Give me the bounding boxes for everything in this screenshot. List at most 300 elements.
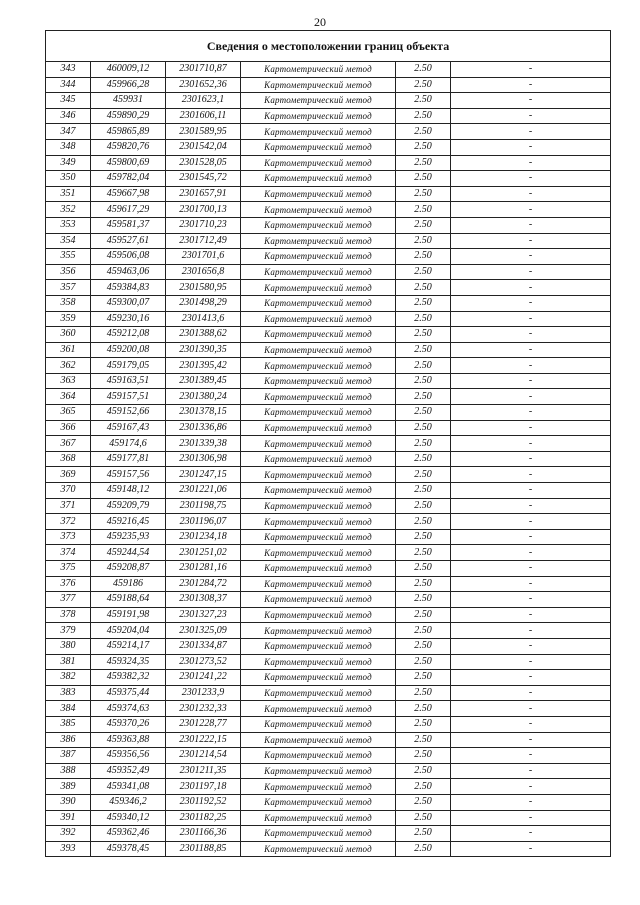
point-number-cell: 375	[46, 561, 91, 577]
method-cell: Картометрический метод	[241, 685, 396, 701]
y-coordinate-cell: 2301498,29	[166, 295, 241, 311]
accuracy-cell: 2.50	[396, 763, 451, 779]
description-cell: -	[451, 576, 611, 592]
table-row	[46, 108, 611, 124]
y-coordinate-cell: 2301196,07	[166, 514, 241, 530]
accuracy-cell: 2.50	[396, 186, 451, 202]
table-row	[46, 358, 611, 374]
table-row	[46, 514, 611, 530]
x-coordinate-cell: 459890,29	[91, 108, 166, 124]
y-coordinate-cell: 2301188,85	[166, 841, 241, 857]
accuracy-cell: 2.50	[396, 670, 451, 686]
point-number-cell: 374	[46, 545, 91, 561]
method-cell: Картометрический метод	[241, 607, 396, 623]
table-row	[46, 826, 611, 842]
table-row	[46, 295, 611, 311]
x-coordinate-cell: 459782,04	[91, 171, 166, 187]
x-coordinate-cell: 459179,05	[91, 358, 166, 374]
y-coordinate-cell: 2301251,02	[166, 545, 241, 561]
point-number-cell: 348	[46, 139, 91, 155]
y-coordinate-cell: 2301395,42	[166, 358, 241, 374]
table-row	[46, 186, 611, 202]
x-coordinate-cell: 459188,64	[91, 592, 166, 608]
y-coordinate-cell: 2301545,72	[166, 171, 241, 187]
description-cell: -	[451, 264, 611, 280]
method-cell: Картометрический метод	[241, 233, 396, 249]
point-number-cell: 363	[46, 373, 91, 389]
y-coordinate-cell: 2301166,36	[166, 826, 241, 842]
accuracy-cell: 2.50	[396, 467, 451, 483]
x-coordinate-cell: 459931	[91, 93, 166, 109]
accuracy-cell: 2.50	[396, 280, 451, 296]
table-row	[46, 576, 611, 592]
method-cell: Картометрический метод	[241, 373, 396, 389]
x-coordinate-cell: 459374,63	[91, 701, 166, 717]
x-coordinate-cell: 459200,08	[91, 342, 166, 358]
method-cell: Картометрический метод	[241, 171, 396, 187]
method-cell: Картометрический метод	[241, 763, 396, 779]
method-cell: Картометрический метод	[241, 249, 396, 265]
method-cell: Картометрический метод	[241, 623, 396, 639]
table-row	[46, 451, 611, 467]
x-coordinate-cell: 459800,69	[91, 155, 166, 171]
accuracy-cell: 2.50	[396, 249, 451, 265]
accuracy-cell: 2.50	[396, 685, 451, 701]
accuracy-cell: 2.50	[396, 420, 451, 436]
x-coordinate-cell: 459204,04	[91, 623, 166, 639]
table-row	[46, 561, 611, 577]
x-coordinate-cell: 459152,66	[91, 405, 166, 421]
point-number-cell: 345	[46, 93, 91, 109]
x-coordinate-cell: 459362,46	[91, 826, 166, 842]
method-cell: Картометрический метод	[241, 155, 396, 171]
x-coordinate-cell: 459186	[91, 576, 166, 592]
accuracy-cell: 2.50	[396, 576, 451, 592]
point-number-cell: 360	[46, 327, 91, 343]
table-row	[46, 607, 611, 623]
y-coordinate-cell: 2301334,87	[166, 638, 241, 654]
method-cell: Картометрический метод	[241, 295, 396, 311]
table-row	[46, 139, 611, 155]
method-cell: Картометрический метод	[241, 124, 396, 140]
point-number-cell: 364	[46, 389, 91, 405]
accuracy-cell: 2.50	[396, 139, 451, 155]
point-number-cell: 361	[46, 342, 91, 358]
accuracy-cell: 2.50	[396, 638, 451, 654]
description-cell: -	[451, 763, 611, 779]
method-cell: Картометрический метод	[241, 841, 396, 857]
y-coordinate-cell: 2301308,37	[166, 592, 241, 608]
description-cell: -	[451, 638, 611, 654]
y-coordinate-cell: 2301652,36	[166, 77, 241, 93]
method-cell: Картометрический метод	[241, 701, 396, 717]
table-row	[46, 405, 611, 421]
point-number-cell: 387	[46, 748, 91, 764]
y-coordinate-cell: 2301284,72	[166, 576, 241, 592]
method-cell: Картометрический метод	[241, 264, 396, 280]
point-number-cell: 384	[46, 701, 91, 717]
accuracy-cell: 2.50	[396, 841, 451, 857]
x-coordinate-cell: 459820,76	[91, 139, 166, 155]
x-coordinate-cell: 459300,07	[91, 295, 166, 311]
table-row	[46, 592, 611, 608]
accuracy-cell: 2.50	[396, 810, 451, 826]
point-number-cell: 347	[46, 124, 91, 140]
description-cell: -	[451, 592, 611, 608]
x-coordinate-cell: 459157,51	[91, 389, 166, 405]
table-row	[46, 529, 611, 545]
coordinates-table	[45, 30, 611, 857]
y-coordinate-cell: 2301710,87	[166, 62, 241, 78]
y-coordinate-cell: 2301389,45	[166, 373, 241, 389]
description-cell: -	[451, 358, 611, 374]
table-row	[46, 638, 611, 654]
point-number-cell: 373	[46, 529, 91, 545]
point-number-cell: 388	[46, 763, 91, 779]
point-number-cell: 367	[46, 436, 91, 452]
accuracy-cell: 2.50	[396, 171, 451, 187]
accuracy-cell: 2.50	[396, 342, 451, 358]
table-row	[46, 436, 611, 452]
table-row	[46, 716, 611, 732]
method-cell: Картометрический метод	[241, 62, 396, 78]
point-number-cell: 355	[46, 249, 91, 265]
y-coordinate-cell: 2301700,13	[166, 202, 241, 218]
description-cell: -	[451, 217, 611, 233]
description-cell: -	[451, 748, 611, 764]
description-cell: -	[451, 794, 611, 810]
x-coordinate-cell: 459244,54	[91, 545, 166, 561]
accuracy-cell: 2.50	[396, 295, 451, 311]
description-cell: -	[451, 514, 611, 530]
y-coordinate-cell: 2301241,22	[166, 670, 241, 686]
point-number-cell: 359	[46, 311, 91, 327]
method-cell: Картометрический метод	[241, 311, 396, 327]
method-cell: Картометрический метод	[241, 420, 396, 436]
method-cell: Картометрический метод	[241, 732, 396, 748]
y-coordinate-cell: 2301701,6	[166, 249, 241, 265]
table-row	[46, 373, 611, 389]
description-cell: -	[451, 529, 611, 545]
description-cell: -	[451, 670, 611, 686]
x-coordinate-cell: 459352,49	[91, 763, 166, 779]
y-coordinate-cell: 2301228,77	[166, 716, 241, 732]
point-number-cell: 390	[46, 794, 91, 810]
y-coordinate-cell: 2301710,23	[166, 217, 241, 233]
description-cell: -	[451, 139, 611, 155]
table-row	[46, 545, 611, 561]
x-coordinate-cell: 459966,28	[91, 77, 166, 93]
method-cell: Картометрический метод	[241, 498, 396, 514]
description-cell: -	[451, 295, 611, 311]
point-number-cell: 379	[46, 623, 91, 639]
point-number-cell: 369	[46, 467, 91, 483]
x-coordinate-cell: 459378,45	[91, 841, 166, 857]
accuracy-cell: 2.50	[396, 264, 451, 280]
accuracy-cell: 2.50	[396, 311, 451, 327]
description-cell: -	[451, 498, 611, 514]
table-row	[46, 62, 611, 78]
table-row	[46, 498, 611, 514]
x-coordinate-cell: 459356,56	[91, 748, 166, 764]
description-cell: -	[451, 545, 611, 561]
y-coordinate-cell: 2301528,05	[166, 155, 241, 171]
table-row	[46, 202, 611, 218]
x-coordinate-cell: 459463,06	[91, 264, 166, 280]
accuracy-cell: 2.50	[396, 155, 451, 171]
point-number-cell: 391	[46, 810, 91, 826]
description-cell: -	[451, 436, 611, 452]
x-coordinate-cell: 459363,88	[91, 732, 166, 748]
y-coordinate-cell: 2301327,23	[166, 607, 241, 623]
y-coordinate-cell: 2301221,06	[166, 483, 241, 499]
x-coordinate-cell: 459163,51	[91, 373, 166, 389]
description-cell: -	[451, 451, 611, 467]
x-coordinate-cell: 459581,37	[91, 217, 166, 233]
x-coordinate-cell: 459174,6	[91, 436, 166, 452]
table-row	[46, 389, 611, 405]
method-cell: Картометрический метод	[241, 592, 396, 608]
accuracy-cell: 2.50	[396, 561, 451, 577]
description-cell: -	[451, 93, 611, 109]
x-coordinate-cell: 459214,17	[91, 638, 166, 654]
accuracy-cell: 2.50	[396, 436, 451, 452]
table-row	[46, 483, 611, 499]
table-title: Сведения о местоположении границ объекта	[46, 31, 611, 62]
y-coordinate-cell: 2301336,86	[166, 420, 241, 436]
x-coordinate-cell: 459340,12	[91, 810, 166, 826]
x-coordinate-cell: 459230,16	[91, 311, 166, 327]
accuracy-cell: 2.50	[396, 732, 451, 748]
method-cell: Картометрический метод	[241, 217, 396, 233]
x-coordinate-cell: 459527,61	[91, 233, 166, 249]
method-cell: Картометрический метод	[241, 638, 396, 654]
y-coordinate-cell: 2301233,9	[166, 685, 241, 701]
x-coordinate-cell: 459216,45	[91, 514, 166, 530]
table-row	[46, 685, 611, 701]
boundary-sheet	[45, 30, 610, 857]
method-cell: Картометрический метод	[241, 327, 396, 343]
accuracy-cell: 2.50	[396, 607, 451, 623]
y-coordinate-cell: 2301182,25	[166, 810, 241, 826]
point-number-cell: 368	[46, 451, 91, 467]
description-cell: -	[451, 561, 611, 577]
accuracy-cell: 2.50	[396, 545, 451, 561]
method-cell: Картометрический метод	[241, 561, 396, 577]
table-row	[46, 311, 611, 327]
point-number-cell: 356	[46, 264, 91, 280]
accuracy-cell: 2.50	[396, 826, 451, 842]
point-number-cell: 393	[46, 841, 91, 857]
accuracy-cell: 2.50	[396, 93, 451, 109]
point-number-cell: 392	[46, 826, 91, 842]
point-number-cell: 377	[46, 592, 91, 608]
table-row	[46, 420, 611, 436]
point-number-cell: 346	[46, 108, 91, 124]
y-coordinate-cell: 2301306,98	[166, 451, 241, 467]
table-row	[46, 467, 611, 483]
description-cell: -	[451, 77, 611, 93]
accuracy-cell: 2.50	[396, 623, 451, 639]
x-coordinate-cell: 459865,89	[91, 124, 166, 140]
accuracy-cell: 2.50	[396, 529, 451, 545]
y-coordinate-cell: 2301247,15	[166, 467, 241, 483]
point-number-cell: 366	[46, 420, 91, 436]
x-coordinate-cell: 459191,98	[91, 607, 166, 623]
method-cell: Картометрический метод	[241, 810, 396, 826]
accuracy-cell: 2.50	[396, 373, 451, 389]
accuracy-cell: 2.50	[396, 124, 451, 140]
method-cell: Картометрический метод	[241, 436, 396, 452]
accuracy-cell: 2.50	[396, 358, 451, 374]
y-coordinate-cell: 2301390,35	[166, 342, 241, 358]
table-row	[46, 171, 611, 187]
y-coordinate-cell: 2301192,52	[166, 794, 241, 810]
point-number-cell: 376	[46, 576, 91, 592]
x-coordinate-cell: 459370,26	[91, 716, 166, 732]
table-row	[46, 748, 611, 764]
y-coordinate-cell: 2301281,16	[166, 561, 241, 577]
description-cell: -	[451, 779, 611, 795]
x-coordinate-cell: 459157,56	[91, 467, 166, 483]
x-coordinate-cell: 459384,83	[91, 280, 166, 296]
table-row	[46, 779, 611, 795]
description-cell: -	[451, 607, 611, 623]
x-coordinate-cell: 459667,98	[91, 186, 166, 202]
method-cell: Картометрический метод	[241, 77, 396, 93]
table-row	[46, 342, 611, 358]
point-number-cell: 371	[46, 498, 91, 514]
table-row	[46, 264, 611, 280]
y-coordinate-cell: 2301413,6	[166, 311, 241, 327]
accuracy-cell: 2.50	[396, 779, 451, 795]
method-cell: Картометрический метод	[241, 405, 396, 421]
description-cell: -	[451, 654, 611, 670]
point-number-cell: 365	[46, 405, 91, 421]
method-cell: Картометрический метод	[241, 108, 396, 124]
accuracy-cell: 2.50	[396, 202, 451, 218]
y-coordinate-cell: 2301580,95	[166, 280, 241, 296]
y-coordinate-cell: 2301325,09	[166, 623, 241, 639]
description-cell: -	[451, 280, 611, 296]
description-cell: -	[451, 62, 611, 78]
table-row	[46, 249, 611, 265]
point-number-cell: 358	[46, 295, 91, 311]
accuracy-cell: 2.50	[396, 498, 451, 514]
method-cell: Картометрический метод	[241, 576, 396, 592]
accuracy-cell: 2.50	[396, 108, 451, 124]
description-cell: -	[451, 810, 611, 826]
point-number-cell: 353	[46, 217, 91, 233]
table-row	[46, 623, 611, 639]
description-cell: -	[451, 701, 611, 717]
x-coordinate-cell: 459208,87	[91, 561, 166, 577]
y-coordinate-cell: 2301214,54	[166, 748, 241, 764]
method-cell: Картометрический метод	[241, 545, 396, 561]
page-number: 20	[314, 15, 326, 29]
point-number-cell: 386	[46, 732, 91, 748]
point-number-cell: 352	[46, 202, 91, 218]
x-coordinate-cell: 459382,32	[91, 670, 166, 686]
method-cell: Картометрический метод	[241, 451, 396, 467]
description-cell: -	[451, 108, 611, 124]
table-row	[46, 280, 611, 296]
x-coordinate-cell: 459148,12	[91, 483, 166, 499]
accuracy-cell: 2.50	[396, 233, 451, 249]
description-cell: -	[451, 420, 611, 436]
method-cell: Картометрический метод	[241, 779, 396, 795]
accuracy-cell: 2.50	[396, 217, 451, 233]
description-cell: -	[451, 124, 611, 140]
accuracy-cell: 2.50	[396, 654, 451, 670]
description-cell: -	[451, 483, 611, 499]
y-coordinate-cell: 2301234,18	[166, 529, 241, 545]
table-row	[46, 155, 611, 171]
description-cell: -	[451, 233, 611, 249]
table-row	[46, 670, 611, 686]
y-coordinate-cell: 2301198,75	[166, 498, 241, 514]
table-row	[46, 217, 611, 233]
y-coordinate-cell: 2301589,95	[166, 124, 241, 140]
table-row	[46, 327, 611, 343]
y-coordinate-cell: 2301197,18	[166, 779, 241, 795]
x-coordinate-cell: 459324,35	[91, 654, 166, 670]
table-row	[46, 794, 611, 810]
table-row	[46, 732, 611, 748]
table-row	[46, 233, 611, 249]
point-number-cell: 378	[46, 607, 91, 623]
point-number-cell: 349	[46, 155, 91, 171]
point-number-cell: 372	[46, 514, 91, 530]
method-cell: Картометрический метод	[241, 467, 396, 483]
method-cell: Картометрический метод	[241, 186, 396, 202]
description-cell: -	[451, 826, 611, 842]
point-number-cell: 385	[46, 716, 91, 732]
method-cell: Картометрический метод	[241, 748, 396, 764]
accuracy-cell: 2.50	[396, 62, 451, 78]
table-row	[46, 701, 611, 717]
y-coordinate-cell: 2301378,15	[166, 405, 241, 421]
method-cell: Картометрический метод	[241, 529, 396, 545]
point-number-cell: 362	[46, 358, 91, 374]
y-coordinate-cell: 2301606,11	[166, 108, 241, 124]
method-cell: Картометрический метод	[241, 358, 396, 374]
method-cell: Картометрический метод	[241, 93, 396, 109]
accuracy-cell: 2.50	[396, 451, 451, 467]
x-coordinate-cell: 459341,08	[91, 779, 166, 795]
accuracy-cell: 2.50	[396, 794, 451, 810]
y-coordinate-cell: 2301222,15	[166, 732, 241, 748]
accuracy-cell: 2.50	[396, 483, 451, 499]
x-coordinate-cell: 460009,12	[91, 62, 166, 78]
table-row	[46, 810, 611, 826]
description-cell: -	[451, 342, 611, 358]
description-cell: -	[451, 389, 611, 405]
y-coordinate-cell: 2301712,49	[166, 233, 241, 249]
method-cell: Картометрический метод	[241, 342, 396, 358]
method-cell: Картометрический метод	[241, 670, 396, 686]
table-row	[46, 124, 611, 140]
description-cell: -	[451, 202, 611, 218]
point-number-cell: 344	[46, 77, 91, 93]
method-cell: Картометрический метод	[241, 794, 396, 810]
y-coordinate-cell: 2301273,52	[166, 654, 241, 670]
y-coordinate-cell: 2301339,38	[166, 436, 241, 452]
x-coordinate-cell: 459375,44	[91, 685, 166, 701]
y-coordinate-cell: 2301657,91	[166, 186, 241, 202]
accuracy-cell: 2.50	[396, 716, 451, 732]
table-row	[46, 841, 611, 857]
